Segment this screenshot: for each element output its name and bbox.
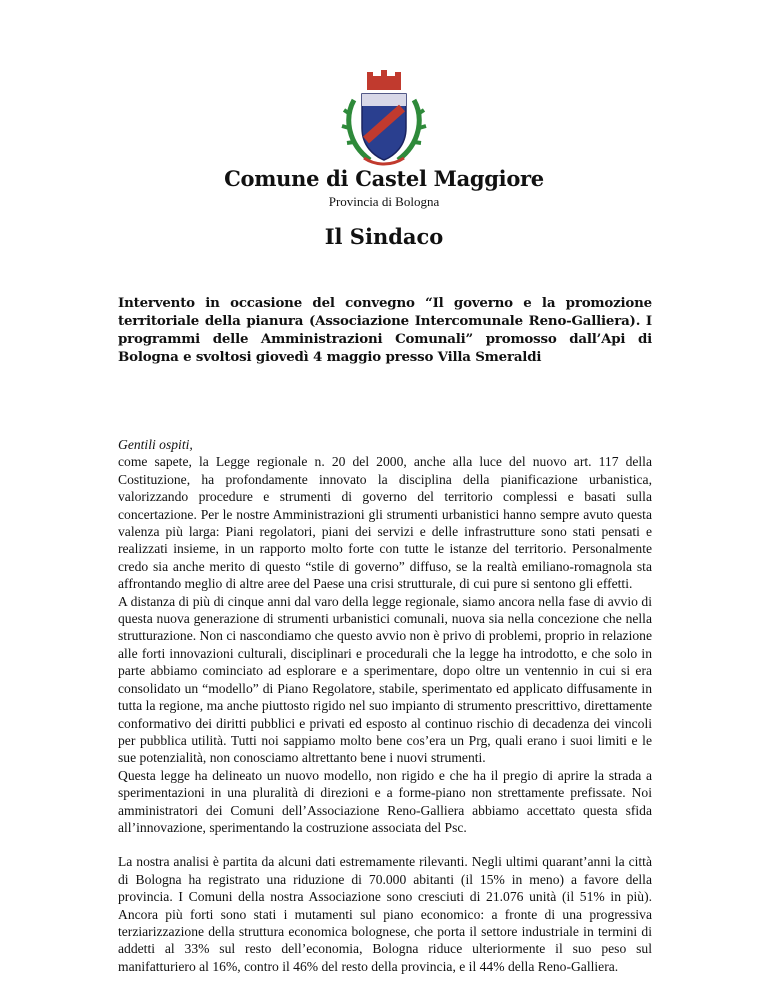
paragraph-1: come sapete, la Legge regionale n. 20 del 2000, anche alla luce del nuovo art. 117 della Costituzione, ha profondamente innovato la disciplina della pianificazione urbanistica, valorizzando procedure e strumenti di governo del territorio complessi e basati sulla concertazione. Per le nostre Amministrazioni gli strumenti urbanistici hanno sempre avuto questa valenza più larga: Piani regolatori, piani dei servizi e delle infrastrutture sono stati pensati e realizzati insieme, in un rapporto molto forte con tutte le istanze del territorio. Personalmente credo sia anche merito di questo “stile di governo” diffuso, se la realtà emiliano-romagnola sta affrontando meglio di altre aree del Paese una crisi strutturale, di cui pure si sentono gli effetti. <box>118 454 652 592</box>
municipality-title: Comune di Castel Maggiore <box>224 166 544 191</box>
intro-paragraph: Intervento in occasione del convegno “Il governo e la promozione territoriale della pianura (Associazione Intercomunale Reno-Galliera). I programmi delle Amministrazioni Comunali” promosso dall’Api di Bologna e svoltosi giovedì 4 maggio presso Villa Smeraldi <box>118 295 652 365</box>
speech-body <box>118 436 652 975</box>
paragraph-2: A distanza di più di cinque anni dal varo della legge regionale, siamo ancora nella fase di avvio di questa nuova generazione di strumenti urbanistici comunali, nuova sia nella concezione che nella strutturazione. Non ci nascondiamo che questo avvio non è privo di problemi, proprio in relazione alle forti innovazioni culturali, disciplinari e procedurali che la legge ha introdotto, e che solo in parte abbiamo cominciato ad esplorare e a sperimentare, dopo oltre un ventennio in cui si era consolidato un “modello” di Piano Regolatore, stabile, sperimentato ed applicato diffusamente in tutta la regione, ma anche piuttosto rigido nel suo impianto di strumento prescrittivo, direttamente conformativo dei diritti pubblici e privati ed esposto al continuo rischio di decadenza dei vincoli per pubblica utilità. Tutti noi sappiamo molto bene cos’era un Prg, quali erano i suoi limiti e le sue potenzialità, non conosciamo altrettanto bene i nuovi strumenti. <box>118 593 652 766</box>
paragraph-3: Questa legge ha delineato un nuovo modello, non rigido e che ha il pregio di aprire la strada a sperimentazioni in una pluralità di direzioni e a forme-piano non strettamente prefissate. Noi amministratori dei Comuni dell’Associazione Reno-Galliera abbiamo accettato questa sfida all’innovazione, sperimentando la costruzione associata del Psc. <box>118 767 652 835</box>
greeting: Gentili ospiti, <box>118 437 193 452</box>
coat-of-arms-icon <box>340 70 428 168</box>
role-heading: Il Sindaco <box>324 224 444 249</box>
province-subtitle: Provincia di Bologna <box>328 194 440 209</box>
paragraph-4: La nostra analisi è partita da alcuni dati estremamente rilevanti. Negli ultimi quarant’anni la città di Bologna ha registrato una riduzione di 70.000 abitanti (il 15% in meno) a favore della provincia. I Comuni della nostra Associazione sono cresciuti di 21.076 unità (il 51% in più). Ancora più forti sono stati i mutamenti sul piano economico: a fronte di una progressiva terziarizzazione della struttura economica bolognese, che porta il settore industriale in termini di addetti al 33% sul resto dell’economia, Bologna riduce ulteriormente il suo peso sul manifatturiero al 16%, contro il 46% del resto della provincia, e il 44% della Reno-Galliera. <box>118 854 652 974</box>
